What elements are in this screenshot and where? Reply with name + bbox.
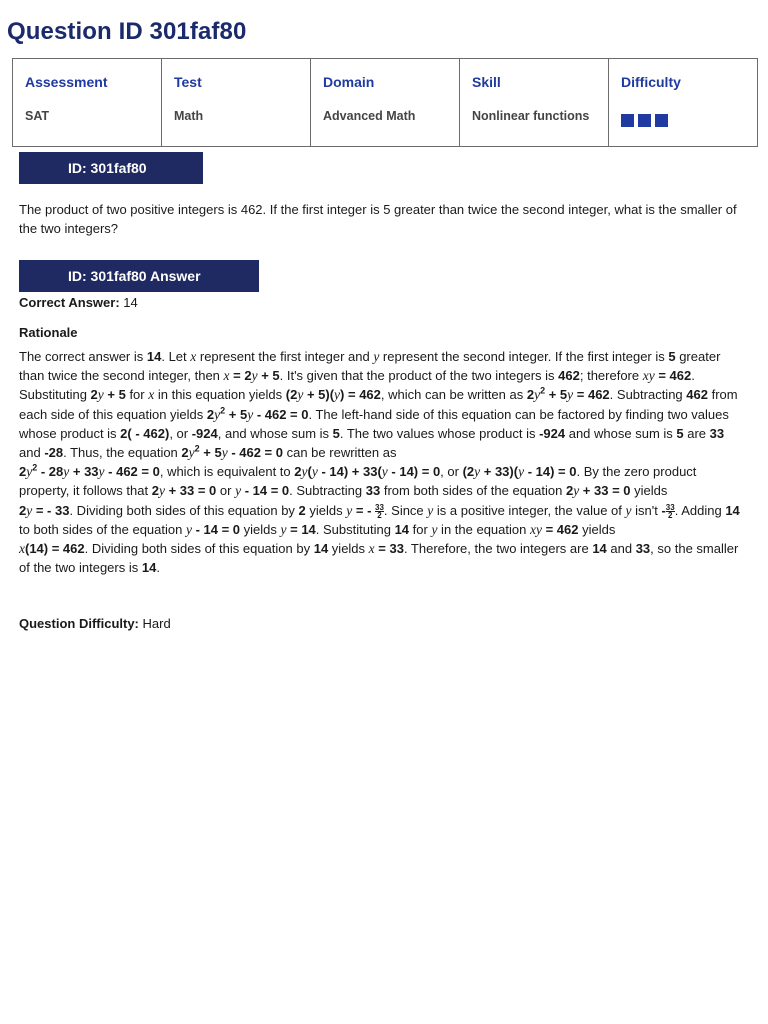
rationale-fragment: 2 bbox=[668, 510, 673, 520]
rationale-fragment: 2 bbox=[298, 502, 306, 518]
rationale-fragment: (2 bbox=[285, 387, 298, 403]
rationale-fragment: y bbox=[625, 502, 632, 518]
rationale-fragment: 33 bbox=[709, 425, 725, 441]
rationale-fragment: 2 bbox=[377, 510, 382, 520]
rationale-fragment: . Therefore, the two integers are bbox=[403, 541, 593, 557]
rationale-fragment: x bbox=[223, 368, 230, 384]
rationale-fragment: 14 bbox=[313, 541, 329, 557]
rationale-fragment: . Thus, the equation bbox=[63, 445, 182, 461]
rationale-fragment: , and whose sum is bbox=[217, 425, 333, 441]
rationale-fragment: + 33)( bbox=[480, 464, 519, 480]
rationale-fragment: 2 bbox=[526, 387, 535, 403]
rationale-fragment: xy bbox=[529, 521, 542, 537]
fraction bbox=[375, 504, 384, 519]
meta-domain-value: Advanced Math bbox=[323, 109, 416, 123]
rationale-fragment: = 462 bbox=[541, 521, 579, 537]
rationale-fragment: y bbox=[373, 349, 380, 364]
rationale-fragment: are bbox=[683, 425, 710, 441]
rationale-fragment: -924 bbox=[539, 425, 566, 441]
rationale-fragment: 14 bbox=[725, 502, 740, 518]
rationale-fragment: isn't bbox=[631, 502, 662, 518]
rationale-fragment: . Substituting bbox=[315, 521, 395, 537]
rationale-fragment: - 14 = 0 bbox=[191, 521, 241, 537]
rationale-fragment: - 462 = 0 bbox=[227, 445, 283, 461]
rationale-fragment: 2 bbox=[19, 502, 27, 518]
rationale-fragment: 2 bbox=[90, 387, 98, 403]
rationale-fragment: y bbox=[427, 502, 434, 518]
rationale-fragment: y bbox=[221, 445, 228, 461]
rationale-fragment: from each side of this equation yields bbox=[19, 387, 738, 422]
rationale-fragment: 2 bbox=[220, 405, 226, 416]
rationale-fragment: = 2 bbox=[229, 368, 252, 384]
rationale-fragment: . Since bbox=[383, 502, 428, 518]
meta-domain-cell bbox=[311, 59, 460, 147]
rationale-fragment: ( bbox=[307, 464, 312, 480]
rationale-fragment: + 5 bbox=[257, 368, 280, 384]
rationale-fragment: to both sides of the equation bbox=[19, 521, 186, 537]
rationale-fragment: 2 bbox=[151, 483, 159, 499]
rationale-fragment: - 14) = 0 bbox=[524, 464, 577, 480]
rationale-fragment: 2 bbox=[32, 462, 38, 473]
rationale-fragment: ) = 462 bbox=[340, 387, 381, 403]
rationale-fragment: for bbox=[125, 387, 149, 403]
meta-test-value: Math bbox=[174, 109, 204, 123]
rationale-fragment: . bbox=[156, 560, 160, 576]
rationale-fragment: 2 bbox=[181, 445, 189, 461]
fraction bbox=[666, 504, 675, 519]
rationale-fragment: 2 bbox=[294, 464, 302, 480]
rationale-fragment: y bbox=[297, 387, 304, 403]
meta-skill-cell bbox=[460, 59, 609, 147]
rationale-fragment: - 462 = 0 bbox=[104, 464, 160, 480]
meta-assessment-header: Assessment bbox=[25, 74, 108, 90]
rationale-fragment: and bbox=[606, 541, 636, 557]
rationale-fragment: . The two values whose product is bbox=[339, 425, 540, 441]
rationale-fragment: and bbox=[19, 445, 45, 461]
rationale-fragment: in the equation bbox=[437, 521, 530, 537]
rationale-fragment: = 462 bbox=[573, 387, 610, 403]
answer-id-banner: ID: 301faf80 Answer bbox=[19, 260, 259, 292]
rationale-fragment: . Subtracting bbox=[609, 387, 687, 403]
difficulty-square bbox=[638, 114, 651, 127]
rationale-fragment: . Adding bbox=[674, 502, 726, 518]
rationale-fragment: . Subtracting bbox=[289, 483, 366, 499]
rationale-fragment: y bbox=[247, 406, 254, 422]
rationale-fragment: y bbox=[98, 464, 105, 480]
rationale-fragment: . By the zero product property, it follows that bbox=[19, 464, 697, 499]
rationale-fragment: y bbox=[97, 387, 104, 403]
rationale-fragment: can be rewritten as bbox=[283, 445, 397, 461]
rationale-fragment: (14) = 462 bbox=[25, 541, 85, 557]
rationale-fragment: (2 bbox=[462, 464, 475, 480]
rationale-fragment: x bbox=[19, 541, 25, 557]
rationale-fragment: yields bbox=[578, 521, 616, 537]
rationale-fragment: , which is equivalent to bbox=[159, 464, 295, 480]
rationale-fragment: in this equation yields bbox=[154, 387, 286, 403]
rationale-fragment: 14 bbox=[592, 541, 607, 557]
rationale-fragment: , or bbox=[440, 464, 463, 480]
rationale-fragment: 2 bbox=[19, 464, 27, 480]
rationale-fragment: . Dividing both sides of this equation by bbox=[69, 502, 299, 518]
question-difficulty-value: Hard bbox=[138, 616, 171, 631]
rationale-fragment: = - bbox=[352, 502, 376, 518]
rationale-fragment: . Let bbox=[161, 349, 191, 364]
rationale-fragment: 14 bbox=[141, 560, 157, 576]
rationale-fragment: , so the smaller of the two integers is bbox=[19, 541, 739, 576]
rationale-fragment: y bbox=[346, 502, 353, 518]
rationale-fragment: 33 bbox=[665, 502, 675, 512]
rationale-fragment: -924 bbox=[191, 425, 218, 441]
rationale-fragment: y bbox=[573, 483, 580, 499]
rationale-fragment: 5 bbox=[676, 425, 684, 441]
rationale-fragment: y bbox=[26, 464, 33, 480]
rationale-fragment: for bbox=[409, 521, 432, 537]
rationale-fragment: y bbox=[334, 387, 341, 403]
rationale-fragment: y bbox=[311, 464, 318, 480]
rationale-fragment: = 462 bbox=[654, 368, 692, 384]
meta-assessment-value: SAT bbox=[25, 109, 50, 123]
question-text-part: . If the first integer is bbox=[262, 202, 384, 217]
rationale-fragment: + 5)( bbox=[303, 387, 335, 403]
rationale-fragment: + 33 bbox=[69, 464, 99, 480]
meta-skill-header: Skill bbox=[472, 74, 501, 90]
question-number: 5 bbox=[383, 202, 391, 217]
meta-test-header: Test bbox=[174, 74, 202, 90]
rationale-fragment: or bbox=[216, 483, 236, 499]
rationale-fragment: 5 bbox=[668, 349, 676, 364]
rationale-fragment: yields bbox=[305, 502, 347, 518]
meta-test-cell bbox=[162, 59, 311, 147]
rationale-fragment: y bbox=[518, 464, 525, 480]
rationale-fragment: 2 bbox=[565, 483, 574, 499]
rationale-fragment: 33 bbox=[635, 541, 651, 557]
rationale-fragment: 2 bbox=[194, 443, 200, 454]
rationale-fragment: x bbox=[190, 349, 197, 364]
question-meta-table bbox=[12, 58, 758, 147]
rationale-fragment: x bbox=[368, 541, 375, 557]
meta-difficulty-cell bbox=[609, 59, 758, 147]
rationale-fragment: 2 bbox=[540, 386, 546, 397]
rationale-fragment: . Substituting bbox=[19, 368, 695, 403]
rationale-fragment: and whose sum is bbox=[565, 425, 677, 441]
rationale-fragment: y bbox=[185, 521, 192, 537]
rationale-fragment: - 14 = 0 bbox=[241, 483, 290, 499]
rationale-fragment: ; therefore bbox=[579, 368, 643, 384]
rationale-text bbox=[19, 347, 749, 577]
rationale-fragment: - 462 = 0 bbox=[253, 406, 309, 422]
rationale-fragment: y bbox=[534, 387, 541, 403]
rationale-fragment: y bbox=[567, 387, 574, 403]
rationale-fragment: + 33 = 0 bbox=[164, 483, 217, 499]
difficulty-square bbox=[621, 114, 634, 127]
rationale-fragment: + 5 bbox=[103, 387, 126, 403]
rationale-fragment: - 28 bbox=[37, 464, 64, 480]
rationale-fragment: yields bbox=[240, 521, 281, 537]
rationale-fragment: + 5 bbox=[199, 445, 222, 461]
meta-difficulty-header: Difficulty bbox=[621, 74, 681, 90]
rationale-fragment: , or bbox=[169, 425, 192, 441]
rationale-fragment: from both sides of the equation bbox=[380, 483, 566, 499]
rationale-fragment: y bbox=[251, 368, 258, 384]
meta-domain-header: Domain bbox=[323, 74, 375, 90]
rationale-fragment: represent the second integer. If the first integer is bbox=[379, 349, 669, 364]
rationale-fragment: 33 bbox=[365, 483, 381, 499]
rationale-fragment: greater than twice the second integer, then bbox=[19, 349, 721, 384]
rationale-fragment: 14 bbox=[394, 521, 410, 537]
question-number: 462 bbox=[240, 202, 263, 217]
meta-skill-value: Nonlinear functions bbox=[472, 109, 590, 123]
rationale-fragment: y bbox=[431, 521, 438, 537]
question-text-part: greater than twice the second integer, what is the smaller of the two integers? bbox=[19, 202, 737, 236]
rationale-fragment: = 14 bbox=[286, 521, 316, 537]
rationale-fragment: = - 33 bbox=[32, 502, 70, 518]
rationale-fragment: represent the first integer and bbox=[196, 349, 374, 364]
meta-assessment-cell bbox=[13, 59, 162, 147]
rationale-fragment: 462 bbox=[558, 368, 580, 384]
rationale-fragment: -28 bbox=[44, 445, 64, 461]
rationale-fragment: 33 bbox=[375, 502, 384, 512]
rationale-fragment: - bbox=[661, 502, 666, 518]
rationale-fragment: . The left-hand side of this equation can be factored by finding two values whose product is bbox=[19, 406, 729, 441]
difficulty-square bbox=[655, 114, 668, 127]
page-title: Question ID 301faf80 bbox=[7, 18, 247, 45]
rationale-fragment: is a positive integer, the value of bbox=[433, 502, 626, 518]
difficulty-indicator bbox=[621, 114, 757, 127]
rationale-fragment: 462 bbox=[686, 387, 708, 403]
rationale-fragment: + 5 bbox=[545, 387, 568, 403]
rationale-fragment: The correct answer is bbox=[19, 349, 147, 364]
question-difficulty bbox=[19, 616, 171, 632]
question-text bbox=[19, 200, 747, 238]
rationale-fragment: 2 bbox=[206, 406, 215, 422]
rationale-fragment: y bbox=[280, 521, 287, 537]
rationale-fragment: yields bbox=[328, 541, 369, 557]
correct-answer-value: 14 bbox=[119, 295, 138, 310]
rationale-fragment: y bbox=[158, 483, 165, 499]
rationale-fragment: y bbox=[381, 464, 388, 480]
correct-answer-label: Correct Answer: bbox=[19, 295, 120, 310]
rationale-fragment: y bbox=[474, 464, 481, 480]
rationale-fragment: . Dividing both sides of this equation by bbox=[84, 541, 314, 557]
question-id-banner: ID: 301faf80 bbox=[19, 152, 203, 184]
rationale-fragment: + 5 bbox=[225, 406, 248, 422]
rationale-fragment: = 33 bbox=[374, 541, 404, 557]
rationale-fragment: 14 bbox=[146, 349, 162, 364]
rationale-fragment: - 14) + 33( bbox=[317, 464, 382, 480]
rationale-fragment: + 33 = 0 bbox=[579, 483, 631, 499]
correct-answer bbox=[19, 295, 138, 311]
rationale-fragment: 2( - 462) bbox=[120, 425, 170, 441]
rationale-fragment: y bbox=[26, 502, 33, 518]
rationale-fragment: xy bbox=[642, 368, 655, 384]
rationale-fragment: x bbox=[148, 387, 155, 403]
rationale-fragment: - 14) = 0 bbox=[387, 464, 441, 480]
rationale-fragment: y bbox=[214, 406, 221, 422]
rationale-fragment: y bbox=[63, 464, 70, 480]
rationale-fragment: yields bbox=[630, 483, 668, 499]
rationale-fragment: , which can be written as bbox=[380, 387, 527, 403]
rationale-fragment: 5 bbox=[332, 425, 340, 441]
question-text-part: The product of two positive integers is bbox=[19, 202, 241, 217]
rationale-fragment: y bbox=[235, 483, 242, 499]
rationale-fragment: y bbox=[188, 445, 195, 461]
rationale-fragment: y bbox=[301, 464, 308, 480]
question-difficulty-label: Question Difficulty: bbox=[19, 616, 139, 631]
rationale-heading: Rationale bbox=[19, 325, 78, 340]
rationale-fragment: . It's given that the product of the two integers is bbox=[279, 368, 559, 384]
